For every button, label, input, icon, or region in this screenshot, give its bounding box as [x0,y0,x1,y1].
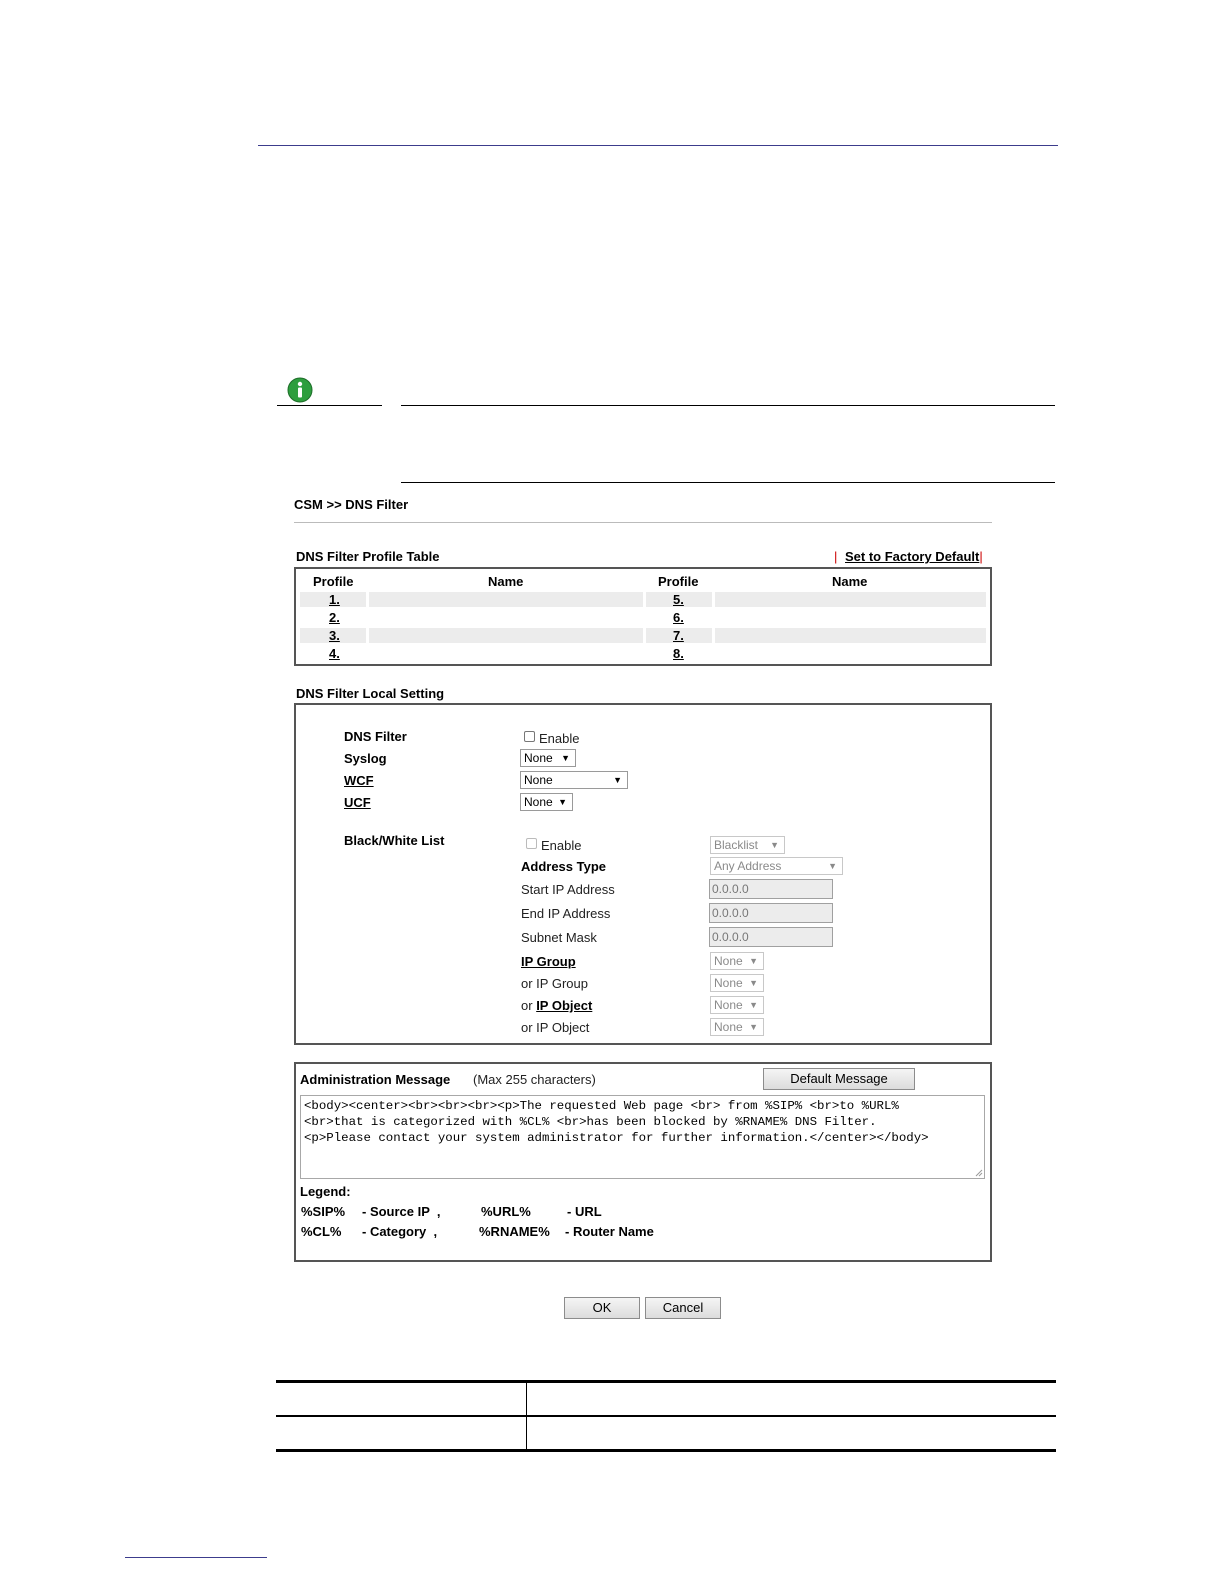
or-ip-object-label: or IP Object [521,1020,590,1035]
message-line-3: <p>Please contact your system administrator for further information.</center></body> [304,1131,929,1145]
profile-link-5[interactable]: 5. [673,592,684,607]
ip-object-row-label [521,998,592,1013]
desc-table-mid-rule [276,1415,1056,1417]
message-line-2: <br>that is categorized with %CL% <br>has been blocked by %RNAME% DNS Filter. [304,1115,877,1129]
profile-link-2[interactable]: 2. [329,610,340,625]
header-name-left: Name [488,574,524,589]
legend-title: Legend: [300,1184,351,1199]
syslog-label: Syslog [344,751,387,766]
ucf-select[interactable] [520,793,573,811]
legend-code-sip: %SIP% [301,1204,346,1219]
desc-table-column-divider [526,1382,527,1450]
profile-table-title: DNS Filter Profile Table [296,549,440,564]
chevron-down-icon: ▼ [770,840,779,850]
dns-filter-label: DNS Filter [344,729,407,744]
ucf-value: None [524,795,553,809]
address-type-value: Any Address [714,859,782,873]
ip-group-value: None [714,954,743,968]
info-icon [287,377,313,403]
admin-message-textarea[interactable] [300,1095,985,1179]
page-header-rule [258,145,1058,146]
chevron-down-icon: ▼ [828,861,837,871]
syslog-value: None [524,751,553,765]
row-bg [369,592,643,607]
subnet-mask-input[interactable]: 0.0.0.0 [709,927,833,947]
dns-filter-enable-label: Enable [539,731,580,746]
bw-mode-select[interactable] [710,836,785,854]
profile-table [294,567,992,666]
header-name-right: Name [832,574,868,589]
note-rule-top [401,405,1055,406]
profile-link-1[interactable]: 1. [329,592,340,607]
chevron-down-icon: ▼ [613,775,622,785]
legend-desc-cl: - Category , [362,1224,438,1239]
legend-code-url: %URL% [481,1204,531,1219]
or-ip-group-label: or IP Group [521,976,588,991]
chevron-down-icon: ▼ [749,956,758,966]
bw-enable-label: Enable [541,838,582,853]
legend-code-rname: %RNAME% [479,1224,550,1239]
factory-default-link[interactable]: Set to Factory Default [845,549,980,564]
wcf-value: None [524,773,553,787]
ucf-link[interactable]: UCF [344,795,371,810]
wcf-select[interactable] [520,771,628,789]
factory-sep-right: | [979,549,983,564]
profile-link-6[interactable]: 6. [673,610,684,625]
profile-link-8[interactable]: 8. [673,646,684,661]
legend-desc-sip: - Source IP , [362,1204,441,1219]
breadcrumb: CSM >> DNS Filter [294,497,409,512]
max-chars-note: (Max 255 characters) [473,1072,596,1087]
address-type-select[interactable] [710,857,843,875]
row-bg [369,628,643,643]
desc-table-top-rule [276,1380,1056,1383]
ok-button[interactable]: OK [564,1297,640,1319]
chevron-down-icon: ▼ [561,753,570,763]
message-line-1: <body><center><br><br><br><p>The requested Web page <br> from %SIP% <br>to %URL% [304,1099,899,1113]
factory-default-group [834,549,983,564]
start-ip-label: Start IP Address [521,882,615,897]
note-rule-short [277,405,382,406]
legend-desc-url: - URL [567,1204,602,1219]
legend-code-cl: %CL% [301,1224,342,1239]
local-setting-panel [294,703,992,1045]
header-profile-left: Profile [313,574,354,589]
dns-filter-enable-checkbox[interactable] [524,731,535,742]
or-prefix: or [521,998,533,1013]
subnet-mask-label: Subnet Mask [521,930,597,945]
or-ip-object-value: None [714,1020,743,1034]
legend-desc-rname: - Router Name [565,1224,654,1239]
profile-link-3[interactable]: 3. [329,628,340,643]
cancel-button[interactable]: Cancel [645,1297,721,1319]
ip-object-select[interactable] [710,996,764,1014]
ip-object-value: None [714,998,743,1012]
chevron-down-icon: ▼ [558,797,567,807]
header-profile-right: Profile [658,574,699,589]
end-ip-label: End IP Address [521,906,611,921]
syslog-select[interactable] [520,749,576,767]
address-type-label: Address Type [521,859,607,874]
local-setting-title: DNS Filter Local Setting [296,686,445,701]
profile-link-4[interactable]: 4. [329,646,340,661]
default-message-button[interactable]: Default Message [763,1068,915,1090]
desc-table-bottom-rule [276,1449,1056,1452]
note-rule-bottom [401,482,1055,483]
footer-link-rule [125,1557,267,1558]
chevron-down-icon: ▼ [749,1022,758,1032]
bw-enable-checkbox[interactable] [526,838,537,849]
ip-group-select[interactable] [710,952,764,970]
ip-object-link[interactable]: IP Object [536,998,593,1013]
black-white-list-label: Black/White List [344,833,445,848]
breadcrumb-divider [294,522,992,523]
row-bg [715,592,986,607]
end-ip-input[interactable]: 0.0.0.0 [709,903,833,923]
ip-group-link[interactable]: IP Group [521,954,576,969]
resize-grip-icon[interactable] [975,1169,983,1177]
profile-link-7[interactable]: 7. [673,628,684,643]
factory-sep-left: | [834,549,838,564]
row-bg [715,628,986,643]
admin-message-title: Administration Message [300,1072,451,1087]
start-ip-input[interactable]: 0.0.0.0 [709,879,833,899]
or-ip-object-select[interactable] [710,1018,764,1036]
chevron-down-icon: ▼ [749,978,758,988]
wcf-link[interactable]: WCF [344,773,374,788]
chevron-down-icon: ▼ [749,1000,758,1010]
or-ip-group-value: None [714,976,743,990]
or-ip-group-select[interactable] [710,974,764,992]
bw-mode-value: Blacklist [714,838,759,852]
